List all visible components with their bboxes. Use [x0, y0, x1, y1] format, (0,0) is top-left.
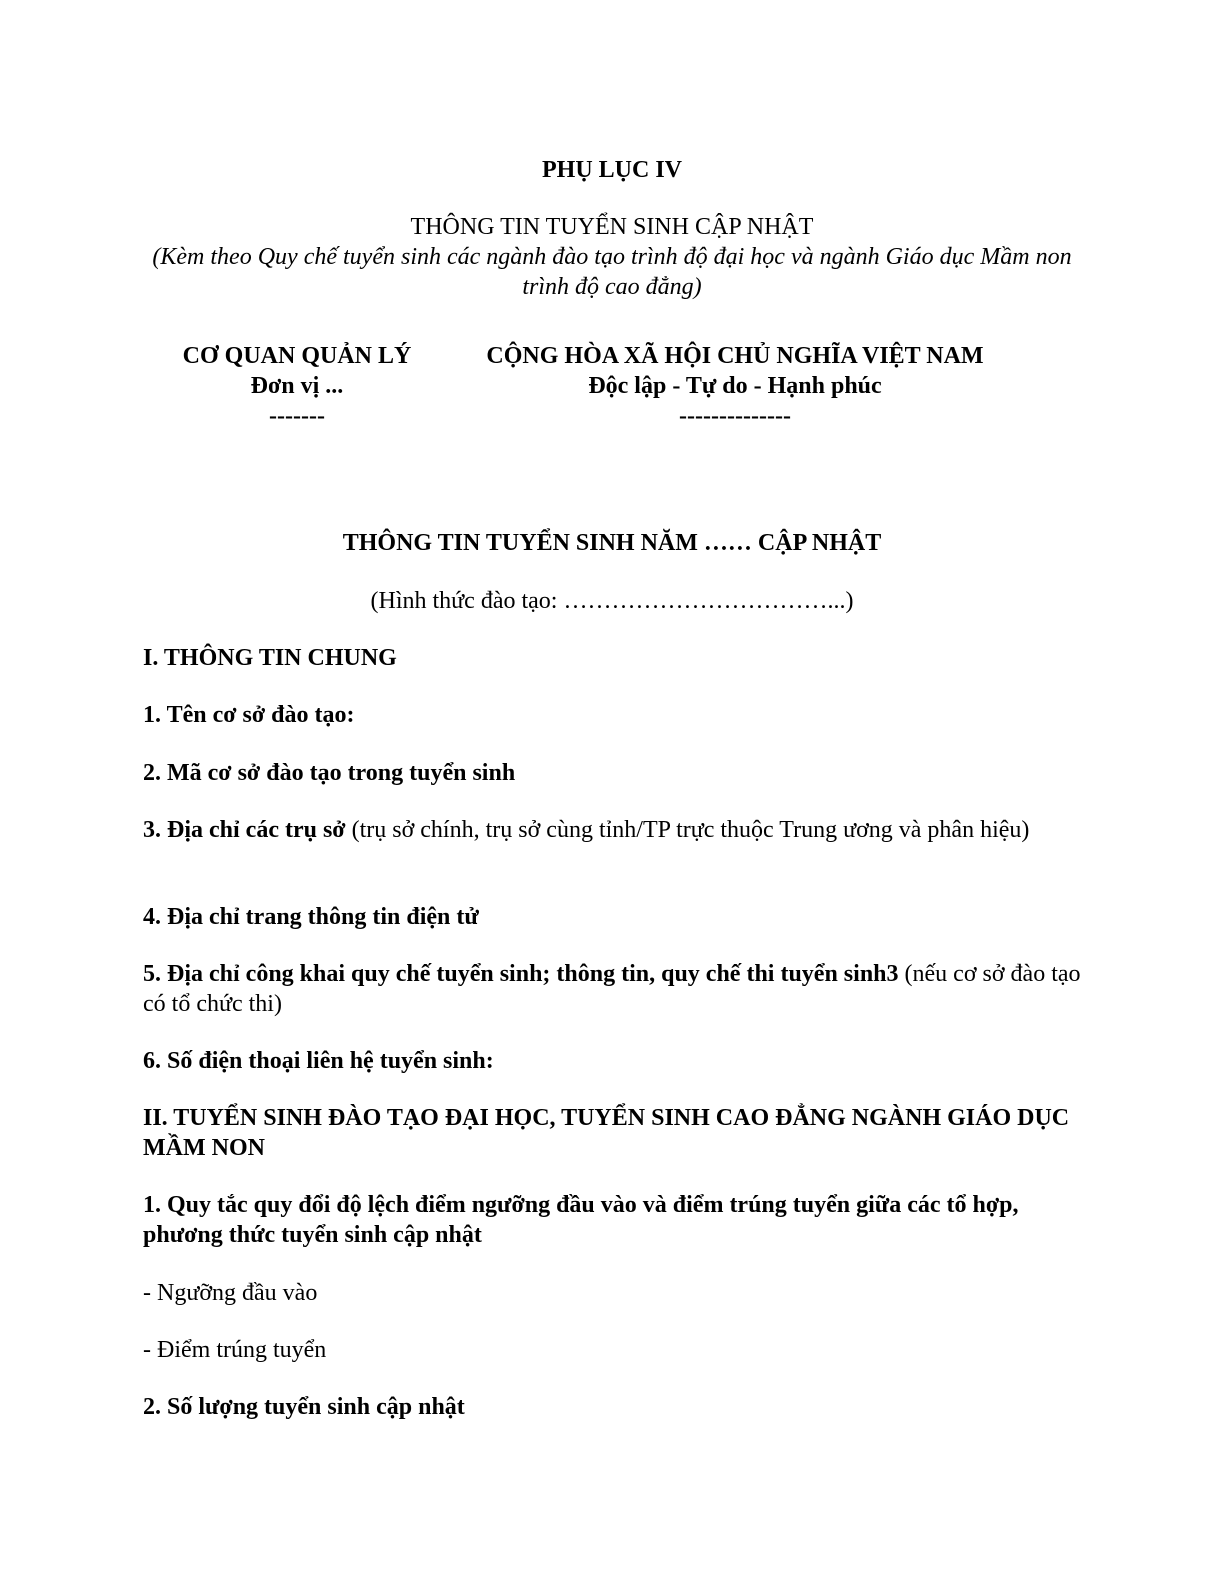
section-1-item-1: 1. Tên cơ sở đào tạo:	[143, 702, 355, 728]
document-subtitle: THÔNG TIN TUYỂN SINH CẬP NHẬT	[410, 214, 814, 240]
agency-divider: -------	[269, 403, 325, 429]
document-title: THÔNG TIN TUYỂN SINH NĂM …… CẬP NHẬT	[342, 530, 882, 556]
section-2-dash-1: - Ngưỡng đầu vào	[143, 1280, 318, 1306]
section-2-item-1: 1. Quy tắc quy đổi độ lệch điểm ngưỡng đầu vào và điểm trúng tuyển giữa các tổ hợp, phương thức tuyển sinh cập nhật	[143, 1192, 1019, 1248]
national-divider: --------------	[679, 403, 791, 429]
section-1-item-3	[143, 815, 1083, 845]
national-header	[480, 341, 990, 431]
section-2-heading: II. TUYỂN SINH ĐÀO TẠO ĐẠI HỌC, TUYỂN SINH CAO ĐẲNG NGÀNH GIÁO DỤC MẦM NON	[143, 1105, 1070, 1161]
section-1-item-2: 2. Mã cơ sở đào tạo trong tuyển sinh	[143, 760, 516, 786]
section-1-item-5-label: 5. Địa chỉ công khai quy chế tuyển sinh; thông tin, quy chế thi tuyển sinh3	[143, 961, 899, 987]
country-name: CỘNG HÒA XÃ HỘI CHỦ NGHĨA VIỆT NAM	[486, 343, 984, 369]
section-1-item-5-detail: (nếu cơ sở đào tạo có tổ chức thi)	[143, 961, 1081, 1017]
section-1-heading: I. THÔNG TIN CHUNG	[143, 645, 397, 671]
regulation-note: (Kèm theo Quy chế tuyển sinh các ngành đào tạo trình độ đại học và ngành Giáo dục Mầm non trình độ cao đẳng)	[152, 244, 1072, 300]
section-2-dash-2: - Điểm trúng tuyển	[143, 1337, 327, 1363]
section-1-item-3-detail: (trụ sở chính, trụ sở cùng tỉnh/TP trực thuộc Trung ương và phân hiệu)	[345, 817, 1030, 843]
section-1-item-4: 4. Địa chỉ trang thông tin điện tử	[143, 904, 479, 930]
appendix-title: PHỤ LỤC IV	[541, 157, 682, 183]
agency-header	[136, 341, 458, 431]
agency-name: CƠ QUAN QUẢN LÝ	[182, 343, 412, 369]
section-1-item-3-label: 3. Địa chỉ các trụ sở	[143, 817, 346, 843]
section-2-item-2: 2. Số lượng tuyển sinh cập nhật	[143, 1394, 465, 1420]
training-form-line: (Hình thức đào tạo: ……………………………...)	[370, 588, 854, 614]
unit-name: Đơn vị ...	[250, 373, 344, 399]
national-motto: Độc lập - Tự do - Hạnh phúc	[588, 373, 882, 399]
section-1-item-6: 6. Số điện thoại liên hệ tuyển sinh:	[143, 1048, 494, 1074]
section-1-item-5	[143, 959, 1083, 1019]
